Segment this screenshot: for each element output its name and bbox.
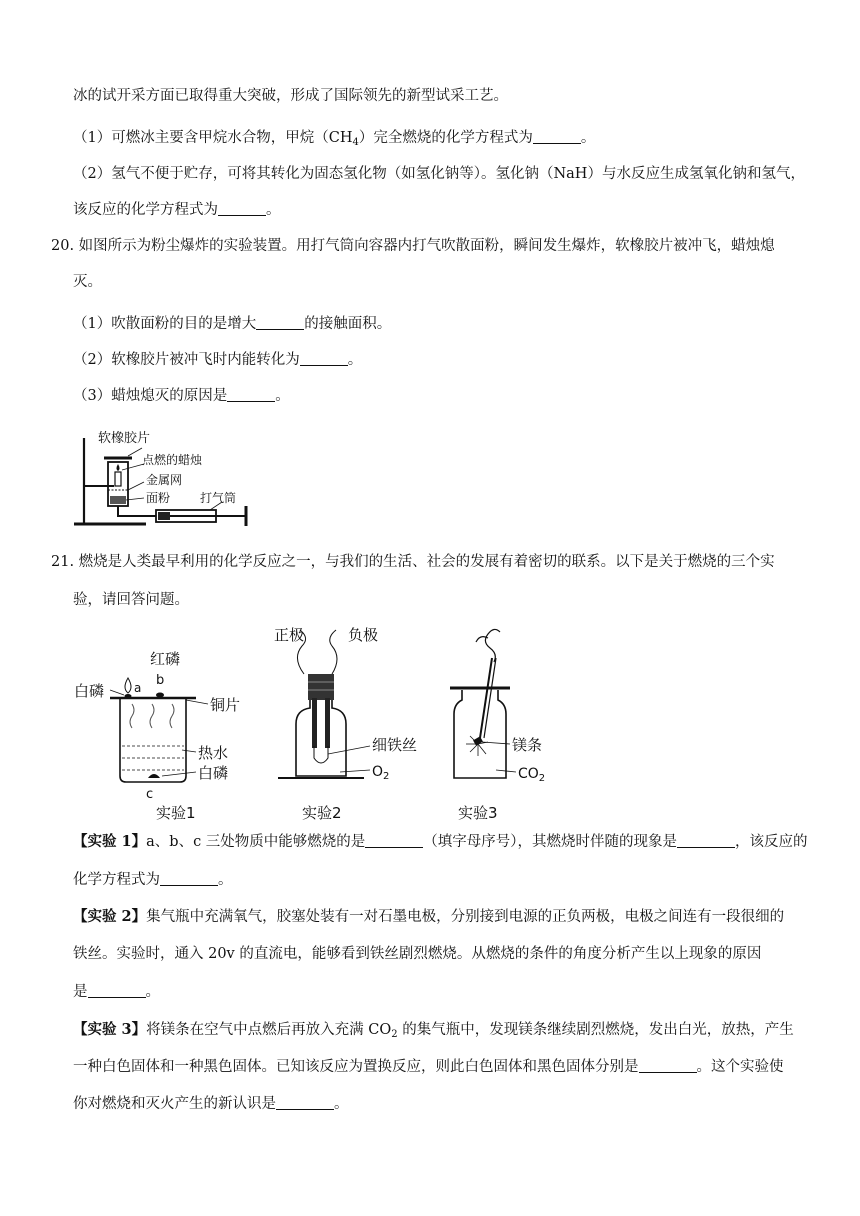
label-mesh: 金属网: [146, 473, 183, 487]
answer-blank[interactable]: [276, 1095, 334, 1110]
exp2-line1: 【实验 2】集气瓶中充满氧气，胶塞处装有一对石墨电极，分别接到电源的正负两极，电极之间连有一段很细的: [73, 908, 785, 925]
q20-stem-line1: 20. 如图所示为粉尘爆炸的实验装置。用打气筒向容器内打气吹散面粉，瞬间发生爆炸，软橡胶片被冲飞，蜡烛熄: [51, 238, 775, 254]
caption-experiment-1: 实验1: [156, 804, 196, 822]
answer-blank[interactable]: [533, 129, 581, 144]
intro-tail: [73, 86, 508, 106]
exp2-tag: 【实验 2】: [73, 908, 147, 925]
label-a: a: [134, 681, 142, 695]
q19-part1: （1）可燃冰主要含甲烷水合物，甲烷$(CH_4)$完全燃烧的化学方程式为 。: [73, 130, 596, 148]
label-pump: 打气筒: [200, 491, 237, 505]
answer-blank[interactable]: [218, 201, 266, 216]
answer-blank[interactable]: [256, 315, 304, 330]
caption-experiment-2: 实验2: [302, 804, 342, 822]
experiment-1-figure: [74, 650, 240, 822]
label-oxygen: $O_2$: [372, 764, 390, 782]
answer-blank[interactable]: [677, 833, 735, 848]
label-magnesium-strip: 镁条: [512, 736, 543, 754]
label-positive-electrode: 正极: [274, 626, 305, 644]
answer-blank[interactable]: [300, 351, 348, 366]
label-co2: $CO_2$: [518, 766, 546, 784]
label-b: b: [156, 673, 165, 688]
q20-part1: （1）吹散面粉的目的是增大 的接触面积。: [73, 316, 392, 332]
label-iron-wire: 细铁丝: [372, 736, 418, 754]
q20-part3: （3）蜡烛熄灭的原因是 。: [73, 388, 290, 404]
question-number: 21.: [51, 554, 75, 570]
q20-stem-line2: 灭。: [73, 274, 102, 290]
q19-part2-line1: （2）氢气不便于贮存，可将其转化为固态氢化物（如氢化钠等）。氢化钠（NaH）与水反应生成氢氧化钠和氢气，: [73, 166, 805, 182]
exp3-line1: 【实验 3】将镁条在空气中点燃后再放入充满 $CO_2$ 的集气瓶中，发现镁条继续剧烈燃烧，发出白光，放热，产生: [73, 1021, 794, 1040]
exp3-tag: 【实验 3】: [73, 1021, 147, 1038]
answer-blank[interactable]: [227, 387, 275, 402]
answer-blank[interactable]: [160, 871, 218, 886]
label-hot-water: 热水: [198, 744, 229, 762]
q21-stem-line2: 验，请回答问题。: [73, 592, 189, 608]
q19-part2-line2: 该反应的化学方程式为 。: [73, 202, 281, 218]
exp1-line2: 化学方程式为 。: [73, 872, 233, 888]
label-c: c: [146, 787, 154, 802]
intro-text: 冰的试开采方面已取得重大突破，形成了国际领先的新型试采工艺。: [73, 88, 508, 104]
label-white-phosphorus-c: 白磷: [198, 764, 229, 782]
label-rubber-sheet: 软橡胶片: [98, 431, 151, 446]
q21-stem-line1: 21. 燃烧是人类最早利用的化学反应之一，与我们的生活、社会的发展有着密切的联系。以下是关于燃烧的三个实: [51, 554, 775, 570]
exp1-tag: 【实验 1】: [73, 833, 147, 850]
answer-blank[interactable]: [639, 1058, 697, 1073]
question-number: 20.: [51, 238, 75, 254]
exp2-line2: 铁丝。实验时，通入 20v 的直流电，能够看到铁丝剧烈燃烧。从燃烧的条件的角度分析产生以上现象的原因: [73, 946, 762, 962]
answer-blank[interactable]: [365, 833, 423, 848]
label-red-phosphorus: 红磷: [150, 650, 181, 668]
label-flour: 面粉: [146, 491, 171, 505]
label-copper-sheet: 铜片: [210, 696, 241, 714]
exp3-line3: 你对燃烧和灭火产生的新认识是 。: [73, 1096, 349, 1112]
caption-experiment-3: 实验3: [458, 804, 498, 822]
label-candle: 点燃的蜡烛: [142, 453, 203, 467]
q20-part2: （2）软橡胶片被冲飞时内能转化为 。: [73, 352, 363, 368]
exp1-line1: 【实验 1】a、b、c 三处物质中能够燃烧的是 （填字母序号），其燃烧时伴随的现象是 ，该反应的: [73, 833, 808, 850]
dust-explosion-figure: [70, 424, 260, 534]
experiment-3-figure: [450, 629, 545, 822]
exp2-line3: 是 。: [73, 984, 160, 1000]
experiment-2-figure: [274, 626, 417, 822]
label-negative-electrode: 负极: [348, 626, 379, 644]
experiment-figures: [70, 618, 590, 826]
answer-blank[interactable]: [88, 983, 146, 998]
exp3-line2: 一种白色固体和一种黑色固体。已知该反应为置换反应，则此白色固体和黑色固体分别是 。这个实验使: [73, 1059, 784, 1075]
label-white-phosphorus-a: 白磷: [74, 682, 105, 700]
